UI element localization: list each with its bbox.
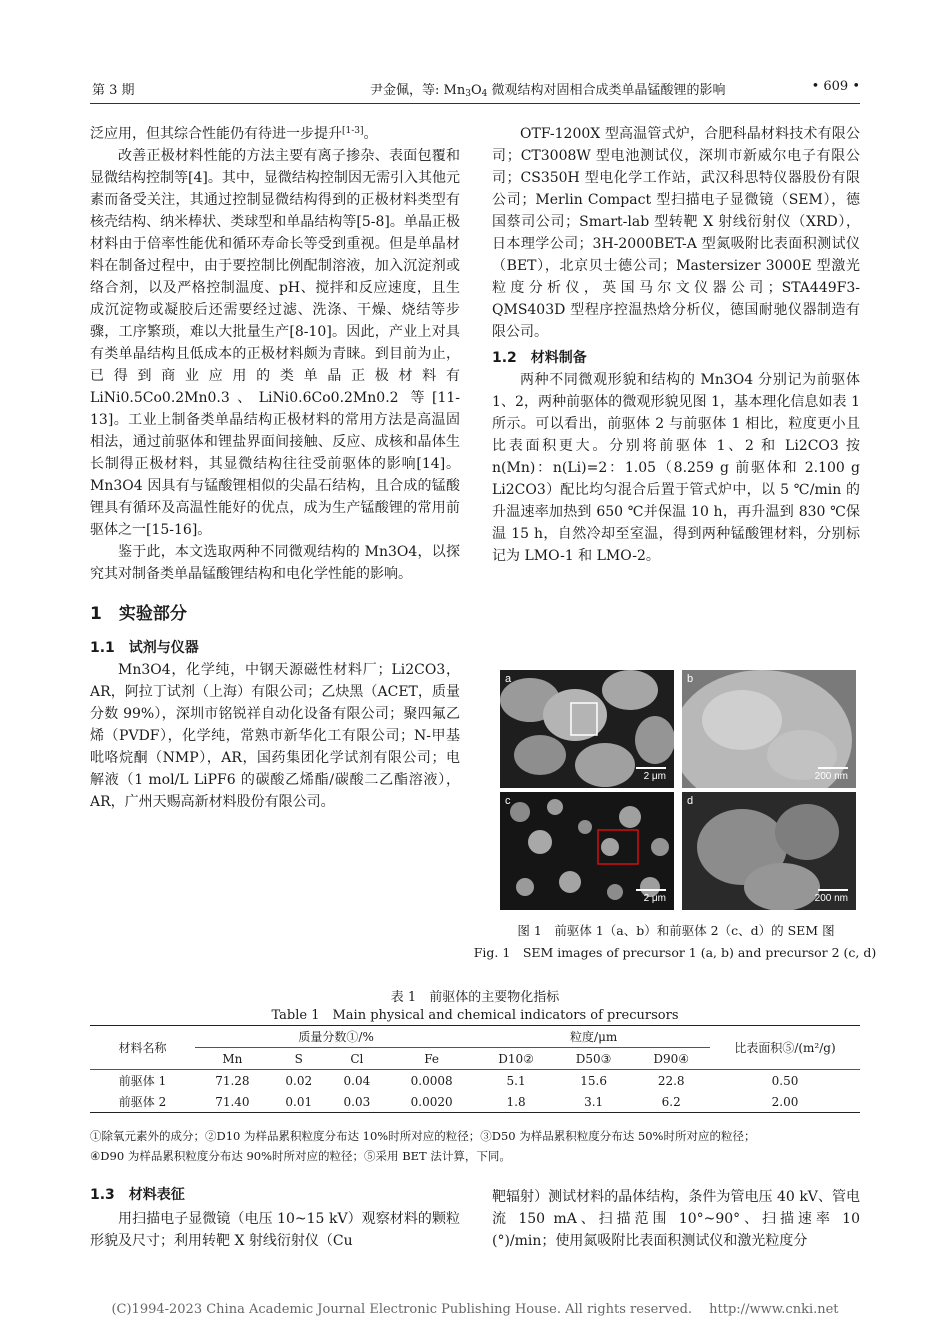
panel-label: a — [505, 673, 512, 685]
scale-label: 2 μm — [643, 771, 666, 782]
panel-label: b — [687, 673, 694, 685]
table-row — [90, 1091, 860, 1113]
table-cell: 0.02 — [285, 1073, 313, 1088]
table-cell: 71.28 — [215, 1073, 250, 1088]
sem-panel-a — [500, 670, 674, 788]
table-cell: 3.1 — [555, 1091, 633, 1113]
table-header-row — [90, 1026, 860, 1048]
col-fe: Fe — [386, 1048, 477, 1070]
table-caption-en: Table 1 Main physical and chemical indicators of precursors — [271, 1008, 679, 1023]
col-d90: D90④ — [632, 1048, 710, 1070]
table-cell: 15.6 — [580, 1073, 607, 1088]
col-d10: D10② — [477, 1048, 555, 1070]
table-cell: 前驱体 2 — [90, 1091, 195, 1113]
figure-caption-en: Fig. 1 SEM images of precursor 1 (a, b) and precursor 2 (c, d) — [473, 945, 877, 960]
precursor-table — [90, 1025, 860, 1113]
table-cell: 0.03 — [328, 1091, 386, 1113]
col-s: S — [270, 1048, 328, 1070]
col-mn: Mn — [195, 1048, 270, 1070]
subsection-heading: 1.2 材料制备 — [492, 350, 587, 366]
paragraph: 靶辐射）测试材料的晶体结构，条件为管电压 40 kV、管电流 150 mA、扫描范围 10°~90°、扫描速率 10 (°)/min；使用氮吸附比表面积测试仪和激光粒度分 — [492, 1189, 860, 1249]
sem-figure — [500, 670, 856, 910]
issue-label: 第 3 期 — [92, 83, 135, 98]
section-heading: 1 实验部分 — [90, 604, 187, 624]
sem-panel-c — [500, 792, 674, 910]
header-rule — [90, 103, 860, 104]
subsection-heading: 1.1 试剂与仪器 — [90, 640, 199, 656]
table-cell: 0.01 — [270, 1091, 328, 1113]
running-title: 尹金佩，等: $Mn_3O_4$ 微观结构对固相合成类单晶锰酸锂的影响 — [370, 83, 726, 99]
sem-panel-b — [682, 670, 856, 788]
col-header-size: 粒度/μm — [477, 1026, 710, 1048]
page-number: • 609 • — [811, 79, 860, 94]
table-note: ①除氧元素外的成分；②D10 为样品累积粒度分布达 10%时所对应的粒径；③D50 为样品累积粒度分布达 50%时所对应的粒径； — [90, 1129, 756, 1143]
paragraph: 鉴于此，本文选取两种不同微观结构的 Mn3O4，以探究其对制备类单晶锰酸锂结构和电化学性能的影响。 — [90, 544, 460, 582]
col-header-bet: 比表面积⑤/(m²/g) — [710, 1026, 860, 1070]
figure-caption-cn: 图 1 前驱体 1（a、b）和前驱体 2（c、d）的 SEM 图 — [517, 923, 835, 938]
scale-bar — [818, 767, 848, 769]
copyright-footer: (C)1994-2023 China Academic Journal Electronic Publishing House. All rights reserved. http://www.cnki.net — [111, 1302, 839, 1317]
paragraph: 两种不同微观形貌和结构的 Mn3O4 分别记为前驱体 1、2，两种前驱体的微观形貌见图 1，基本理化信息如表 1 所示。可以看出，前驱体 2 与前驱体 1 相比，粒度更小且比表面积更大。分别将前驱体 1、2 和 Li2CO3 按 n(Mn)：n(Li)=2：1.05（8.259 g 前驱体和 2.100 g Li2CO3）配比均匀混合后置于管式炉中，以 5 ℃/min 的升温速率加热到 650 ℃并保温 10 h，再升温到 830 ℃保温 15 h，自然冷却至室温，得到两种锰酸锂材料，分别标记为 LMO-1 和 LMO-2。 — [492, 372, 860, 564]
scale-bar — [636, 767, 666, 769]
right-column-lower — [492, 1186, 860, 1252]
table-note: ④D90 为样品累积粒度分布达 90%时所对应的粒径；⑤采用 BET 法计算，下同。 — [90, 1149, 511, 1163]
scale-bar — [818, 889, 848, 891]
table-cell: 5.1 — [506, 1073, 526, 1088]
table-cell: 0.04 — [343, 1073, 371, 1088]
paragraph: OTF-1200X 型高温管式炉，合肥科晶材料技术有限公司；CT3008W 型电池测试仪，深圳市新威尔电子有限公司；CS350H 型电化学工作站，武汉科思特仪器股份有限公司；Merlin Compact 型扫描电子显微镜（SEM），德国蔡司公司；Smart-lab 型转靶 X 射线衍射仪（XRD），日本理学公司；3H-2000BET-A 型氮吸附比表面积测试仪（BET），北京贝士德公司；Mastersizer 3000E 型激光粒度分析仪，英国马尔文仪器公司；STA449F3-QMS403D 型程序控温热焓分析仪，德国耐驰仪器制造有限公司。 — [492, 126, 860, 340]
table-cell: 0.50 — [771, 1073, 799, 1088]
paragraph: 泛应用，但其综合性能仍有待进一步提升[1-3]。 — [90, 126, 378, 142]
table-cell: 0.0008 — [410, 1073, 453, 1088]
table-row — [90, 1070, 860, 1092]
sem-panel-d — [682, 792, 856, 910]
col-header-mass: 质量分数①/% — [195, 1026, 477, 1048]
table-cell: 22.8 — [657, 1073, 685, 1088]
left-column-lower — [90, 1184, 460, 1252]
subsection-heading: 1.3 材料表征 — [90, 1187, 185, 1203]
col-d50: D50③ — [555, 1048, 633, 1070]
left-column — [90, 123, 460, 813]
scale-bar — [636, 889, 666, 891]
panel-label: c — [505, 795, 511, 807]
col-header-name: 材料名称 — [90, 1026, 195, 1070]
paragraph: Mn3O4，化学纯，中钢天源磁性材料厂；Li2CO3，AR，阿拉丁试剂（上海）有限公司；乙炔黑（ACET，质量分数 99%），深圳市铭锐祥自动化设备有限公司；聚四氟乙烯（PVDF），化学纯，常熟市新华化工有限公司；N-甲基吡咯烷酮（NMP），AR，国药集团化学试剂有限公司；电解液（1 mol/L LiPF6 的碳酸乙烯酯/碳酸二乙酯溶液），AR，广州天赐高新材料股份有限公司。 — [90, 662, 460, 810]
col-cl: Cl — [328, 1048, 386, 1070]
table-cell: 0.0020 — [386, 1091, 477, 1113]
panel-label: d — [687, 795, 694, 807]
scale-label: 200 nm — [814, 771, 848, 782]
scale-label: 2 μm — [643, 893, 666, 904]
table-cell: 前驱体 1 — [118, 1074, 167, 1088]
table-notes — [90, 1126, 865, 1166]
table-cell: 71.40 — [195, 1091, 270, 1113]
right-column — [492, 123, 860, 567]
scale-label: 200 nm — [814, 893, 848, 904]
table-cell: 6.2 — [632, 1091, 710, 1113]
table-cell: 1.8 — [477, 1091, 555, 1113]
table-caption-cn: 表 1 前驱体的主要物化指标 — [390, 990, 560, 1005]
table-cell: 2.00 — [710, 1091, 860, 1113]
running-header — [90, 79, 860, 101]
paragraph: 改善正极材料性能的方法主要有离子掺杂、表面包覆和显微结构控制等[4]。其中，显微结构控制因无需引入其他元素而备受关注，其通过控制显微结构得到的正极材料类型有核壳结构、纳米棒状、类球型和单晶结构等[5-8]。单晶正极材料由于倍率性能优和循环寿命长等受到重视。但是单晶材料在制备过程中，由于要控制比例配制溶液，加入沉淀剂或络合剂，以及严格控制温度、pH、搅拌和反应速度，且生成沉淀物或凝胶后还需要经过滤、洗涤、干燥、烧结等步骤，工序繁琐，难以大批量生产[8-10]。因此，产业上对具有类单晶结构且低成本的正极材料颇为青睐。到目前为止，已得到商业应用的类单晶正极材料有 LiNi0.5Co0.2Mn0.3、LiNi0.6Co0.2Mn0.2 等[11-13]。工业上制备类单晶结构正极材料的常用方法是高温固相法，通过前驱体和锂盐界面间接触、反应、成核和晶体生长制得正极材料，其显微结构往往受前驱体的影响[14]。Mn3O4 因具有与锰酸锂相似的尖晶石结构，且合成的锰酸锂具有循环及高温性能好的优点，成为生产锰酸锂的常用前驱体之一[15-16]。 — [90, 148, 460, 538]
paragraph: 用扫描电子显微镜（电压 10~15 kV）观察材料的颗粒形貌及尺寸；利用转靶 X 射线衍射仪（Cu — [90, 1211, 460, 1249]
